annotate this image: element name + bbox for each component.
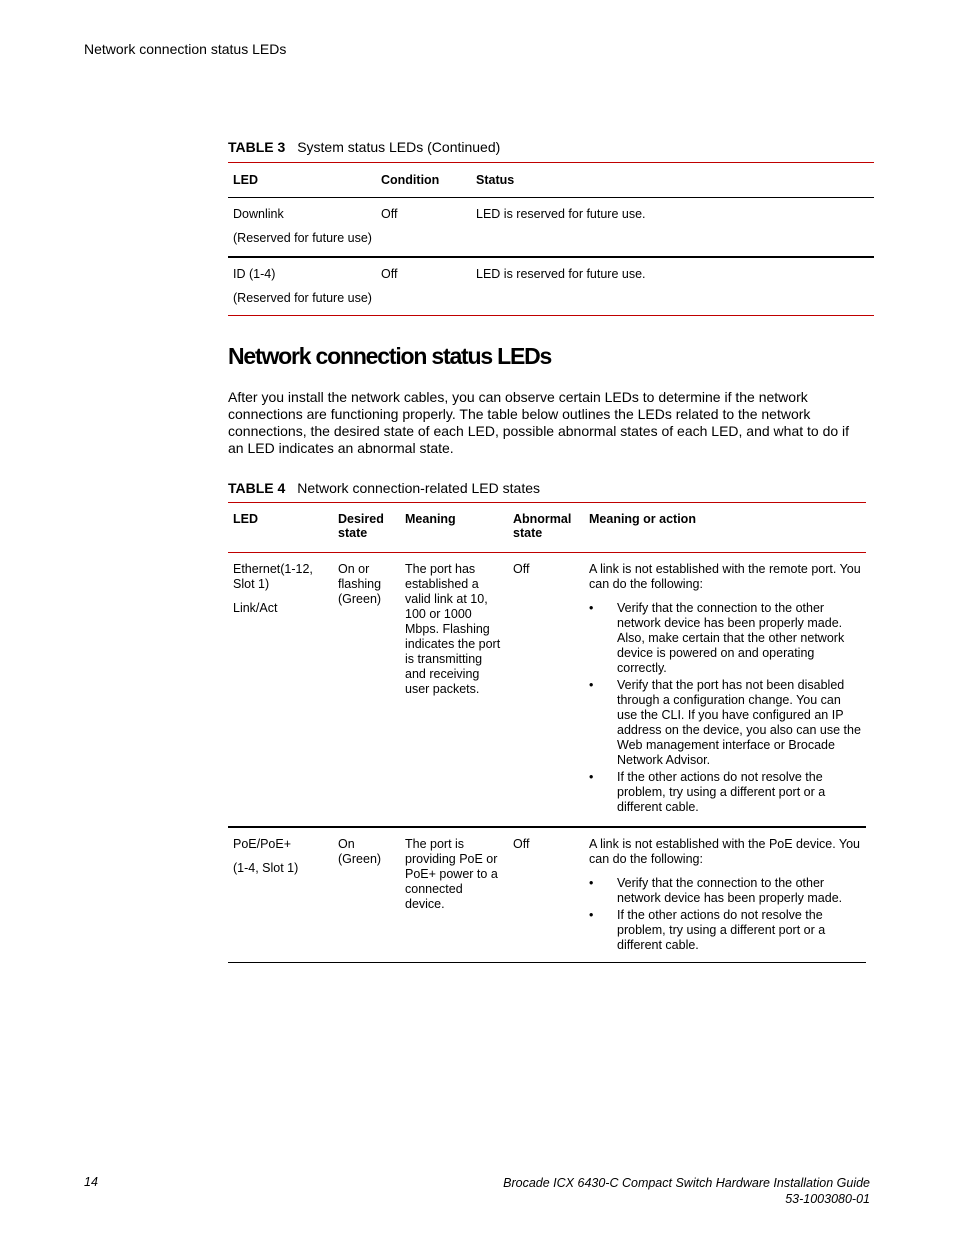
table-row <box>228 553 866 827</box>
list-item-text: If the other actions do not resolve the problem, try using a different port or a different cable. <box>617 770 826 814</box>
table-row <box>228 198 874 257</box>
table3-header-row <box>228 163 874 198</box>
table-row <box>228 257 874 316</box>
running-header: Network connection status LEDs <box>84 41 287 57</box>
footer-doc-info <box>503 1175 870 1207</box>
table3-caption <box>228 139 500 155</box>
led-name: Downlink <box>233 207 284 221</box>
table3-label: TABLE 3 <box>228 139 286 155</box>
bullet-icon: • <box>589 601 594 615</box>
list-item <box>589 678 862 768</box>
led-note: (Reserved for future use) <box>233 290 372 305</box>
meaning-cell: The port has established a valid link at 10, 100 or 1000 Mbps. Flashing indicates the port is transmitting and receiving user packets. <box>405 562 501 696</box>
list-item <box>589 601 862 676</box>
table3-title: System status LEDs (Continued) <box>297 139 501 155</box>
table4-led-cell <box>228 553 333 827</box>
bullet-icon: • <box>589 678 594 692</box>
table4-caption <box>228 480 540 496</box>
led-note: (1-4, Slot 1) <box>233 860 299 875</box>
list-item-text: Verify that the connection to the other network device has been properly made. Also, make certain that the other network device is powered on and operating correctly. <box>617 601 845 675</box>
desired-state-cell: On (Green) <box>338 836 382 866</box>
table3-col-condition: Condition <box>376 163 471 198</box>
bullet-icon: • <box>589 875 594 890</box>
led-note: Link/Act <box>233 601 278 615</box>
action-list <box>589 601 862 815</box>
bullet-icon: • <box>589 907 594 922</box>
table3-led-cell <box>228 198 376 257</box>
action-list <box>589 876 862 953</box>
status-cell: LED is reserved for future use. <box>476 207 646 221</box>
abnormal-state-cell: Off <box>513 836 530 851</box>
table3-col-status: Status <box>471 163 874 198</box>
condition-cell: Off <box>381 207 398 221</box>
action-intro: A link is not established with the remote port. You can do the following: <box>589 562 861 591</box>
action-cell <box>584 827 866 963</box>
table4-label: TABLE 4 <box>228 480 286 496</box>
table4-col-abnormal: Abnormal state <box>513 512 572 540</box>
table3-led-cell <box>228 257 376 316</box>
list-item-text: Verify that the connection to the other network device has been properly made. <box>617 875 843 905</box>
meaning-cell: The port is providing PoE or PoE+ power to a connected device. <box>405 836 498 911</box>
table4-header-row <box>228 503 866 553</box>
led-name: Ethernet(1-12, Slot 1) <box>233 562 313 591</box>
table4-col-desired: Desired state <box>338 512 384 540</box>
led-name: ID (1-4) <box>233 266 276 281</box>
table4-col-meaning: Meaning <box>405 512 456 526</box>
doc-number: 53-1003080-01 <box>785 1192 870 1206</box>
table4 <box>228 502 866 963</box>
list-item <box>589 876 862 906</box>
table3-col-led: LED <box>228 163 376 198</box>
desired-state-cell: On or flashing (Green) <box>338 562 382 606</box>
condition-cell: Off <box>381 266 398 281</box>
status-cell: LED is reserved for future use. <box>476 266 646 281</box>
table4-col-action: Meaning or action <box>589 512 696 526</box>
led-name: PoE/PoE+ <box>233 836 292 851</box>
list-item-text: If the other actions do not resolve the problem, try using a different port or a different cable. <box>617 907 826 952</box>
list-item <box>589 908 862 953</box>
action-cell <box>584 553 866 827</box>
page-number: 14 <box>84 1175 98 1189</box>
section-heading: Network connection status LEDs <box>228 343 552 369</box>
table4-led-cell <box>228 827 333 963</box>
action-intro: A link is not established with the PoE device. You can do the following: <box>589 836 861 866</box>
table4-title: Network connection-related LED states <box>297 480 540 496</box>
intro-paragraph: After you install the network cables, you can observe certain LEDs to determine if the network connections are functioning properly. The table below outlines the LEDs related to the network connections, the desired state of each LED, possible abnormal states of each LED, and what to do if an LED indicates an abnormal state. <box>228 389 850 456</box>
table-row <box>228 827 866 963</box>
guide-title: Brocade ICX 6430-C Compact Switch Hardware Installation Guide <box>503 1176 870 1190</box>
bullet-icon: • <box>589 770 594 784</box>
table3 <box>228 162 874 316</box>
table4-col-led: LED <box>233 512 258 526</box>
abnormal-state-cell: Off <box>513 562 530 576</box>
list-item <box>589 770 862 815</box>
list-item-text: Verify that the port has not been disabled through a configuration change. You can use the CLI. If you have configured an IP address on the device, you also can use the Web management interface or Brocade Network Advisor. <box>617 678 861 767</box>
led-note: (Reserved for future use) <box>233 231 372 245</box>
